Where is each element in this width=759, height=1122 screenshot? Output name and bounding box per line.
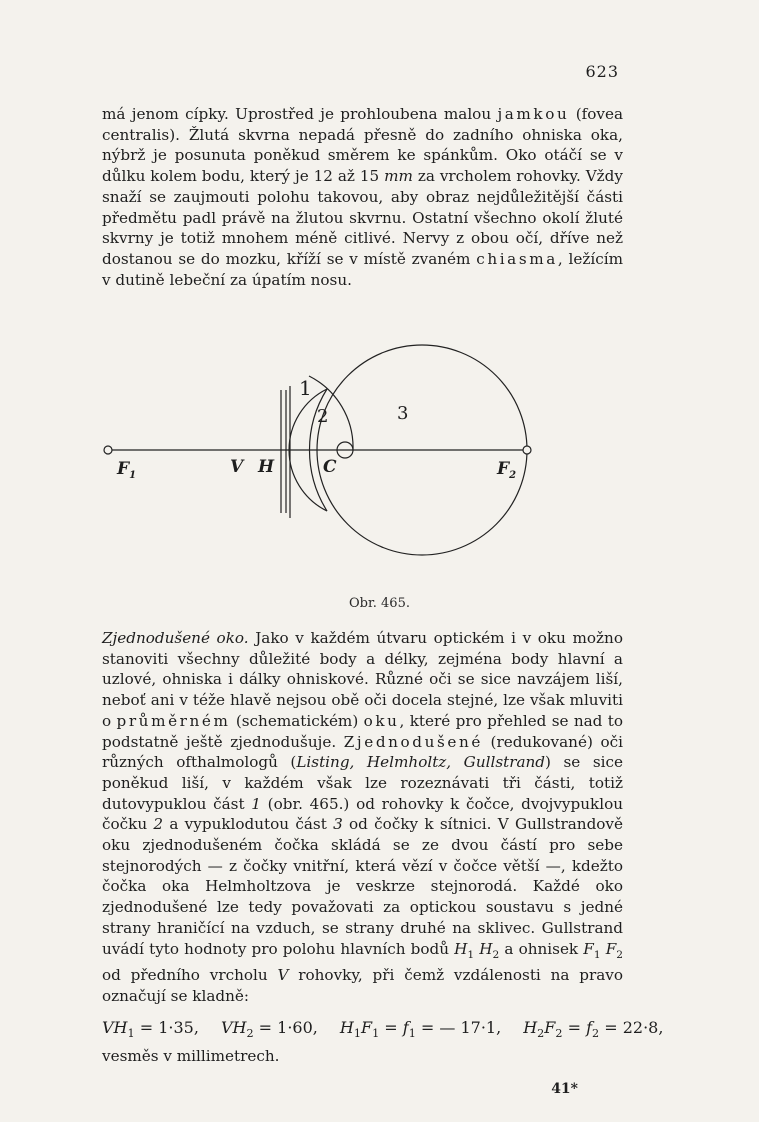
text-run: Jako v každém útvaru optickém i v oku možno stanoviti všechny důležité body a délky, zejména body hlavní a uzlové, ohniska i dálky ohniskové. Různé oči se sice navzájem liší, neboť ani v téže hlavě nejsou obě oči docela stejné, lze však mluviti o (102, 629, 623, 730)
text-run: ) se sice poněkud liší, v každém však lze rozeznávati tři části, totiž dutovypuklou část (102, 753, 623, 813)
emphasis-zjednodusene: Zjednodušené (343, 732, 483, 751)
text-run: (schematickém) (230, 711, 364, 730)
focal-point-f2 (523, 446, 531, 454)
symbol-f: F (600, 939, 617, 958)
symbol: H (339, 1018, 354, 1037)
formula-h2f2 (523, 1018, 664, 1041)
label-c: C (323, 457, 337, 477)
formula-vh2 (220, 1018, 318, 1041)
symbol-h: H (454, 939, 468, 958)
text-run: , ležícím v dutině lebeční za úpatím nosu. (102, 249, 623, 289)
subscript: 1 (467, 947, 475, 961)
text-run: má jenom cípky. Uprostřed je prohloubena malou (102, 105, 498, 123)
subscript: 2 (616, 947, 623, 961)
emphasis-oku: oku (363, 711, 400, 730)
symbol: H (523, 1018, 538, 1037)
author-names: Listing, Helmholtz, Gullstrand (296, 753, 546, 772)
value: = 22·8, (599, 1018, 664, 1037)
label-f1: $F_1$ (117, 459, 137, 481)
text-run: od čočky k sítnici. V Gullstrandově oku zjednodušeném čočka skládá se ze dvou částí pro sebe stejnorodých — z čočky vnitřní, která vězí v čočce větší —, kdežto čočka oka Helmholtzova je veskrze stejnorodá. Každé oko zjednodušené lze tedy považovati za optickou soustavu s jedné strany hraničící na vzduch, se strany druhé na sklivec. Gullstrand uvádí tyto hodnoty pro polohu hlavních bodů (102, 815, 623, 958)
emphasis-chiasma: chiasma (476, 249, 558, 268)
symbol-h: H (474, 939, 493, 958)
subscript: 1 (408, 1027, 416, 1041)
text-run: od předního vrcholu (102, 966, 278, 985)
unit-mm: mm (384, 167, 413, 186)
label-h: H (258, 457, 275, 477)
text-run: rohovky, při čemž vzdálenosti na pravo označují se kladně: (102, 966, 624, 1005)
subscript: 2 (246, 1027, 254, 1041)
label-v: V (230, 457, 244, 477)
text-run: (redukované) oči různých ofthalmologů ( (102, 732, 623, 772)
subscript: 1 (372, 1027, 380, 1041)
section-heading: Zjednodušené oko. (102, 629, 249, 647)
formula-line (102, 1018, 664, 1041)
symbol: = f (562, 1018, 592, 1037)
formula-trailer: vesměs v millimetrech. (102, 1047, 280, 1065)
symbol: VH (102, 1018, 128, 1037)
part-ref-2: 2 (153, 815, 164, 834)
formula-vh1 (102, 1018, 199, 1041)
subscript: 1 (593, 947, 601, 961)
symbol-v: V (277, 966, 289, 985)
symbol: = f (379, 1018, 409, 1037)
subscript: 2 (592, 1027, 600, 1041)
subscript: 2 (492, 947, 500, 961)
sheet-signature: 41* (551, 1081, 578, 1097)
formula-h1f1 (339, 1018, 502, 1041)
figure-caption: Obr. 465. (349, 596, 410, 611)
emphasis-jamkou: jamkou (497, 105, 570, 123)
text-run: (obr. 465.) od rohovky k čočce, dvojvypuklou čočku (102, 794, 623, 834)
page-number: 623 (585, 62, 619, 81)
label-part-3: 3 (397, 403, 409, 424)
subscript: 2 (537, 1027, 545, 1041)
label-part-1: 1 (299, 376, 312, 400)
focal-point-f1 (104, 446, 112, 454)
value: = 1·35, (134, 1018, 199, 1037)
text-run: , které pro přehled se nad to podstatně ještě zjednodušuje. (102, 711, 623, 751)
part-ref-1: 1 (251, 794, 261, 813)
text-run: a ohnisek (499, 939, 584, 958)
paragraph-simplified-eye (102, 628, 623, 1007)
symbol-f: F (583, 939, 594, 958)
value: = — 17·1, (415, 1018, 502, 1037)
label-part-2: 2 (317, 406, 329, 427)
text-run: (fovea centralis). Žlutá skvrna nepadá přesně do zadního ohniska oka, nýbrž je posunuta poněkud směrem ke spánkům. Oko otáčí se v důlku kolem bodu, který je 12 až 15 (102, 105, 624, 186)
subscript: 2 (555, 1027, 563, 1041)
text-run: a vypuklodutou část (163, 815, 334, 834)
symbol: F (360, 1018, 373, 1037)
emphasis-prumernem: průměrném (116, 711, 231, 730)
part-ref-3: 3 (333, 815, 343, 834)
subscript: 1 (353, 1027, 361, 1041)
eye-diagram (95, 318, 545, 568)
symbol: F (544, 1018, 556, 1037)
label-f2: $F_2$ (497, 459, 517, 481)
subscript: 1 (127, 1027, 135, 1041)
symbol: VH (220, 1018, 247, 1037)
value: = 1·60, (253, 1018, 318, 1037)
paragraph-fovea (102, 104, 623, 290)
text-run: za vrcholem rohovky. Vždy snaží se zaujmouti polohu takovou, aby obraz nejdůležitější části předmětu padl právě na žlutou skvrnu. Ostatní všechno okolí žluté skvrny je totiž mnohem méně citlivé. Nervy z obou očí, dříve než dostanou se do mozku, kříží se v místě zvaném (102, 167, 623, 268)
